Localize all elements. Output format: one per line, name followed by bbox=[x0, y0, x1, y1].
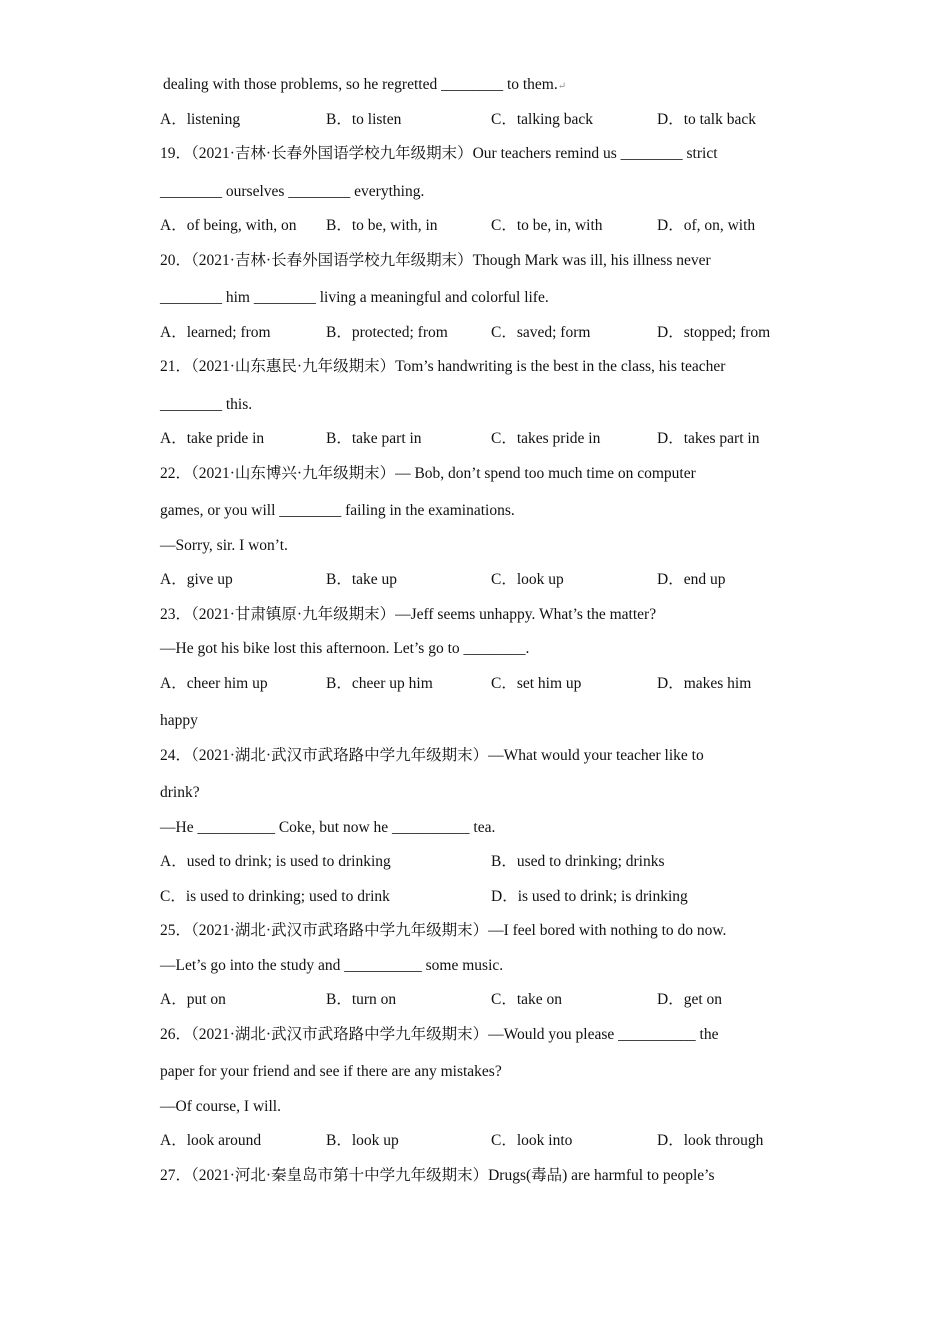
question-24-reply: —He __________ Coke, but now he __________ tea. bbox=[160, 819, 496, 836]
q19-option-c: C．to be, in, with bbox=[491, 217, 603, 234]
question-23-stem: 23．（2021·甘肃镇原·九年级期末）—Jeff seems unhappy. What’s the matter? bbox=[160, 606, 657, 623]
question-25-line: —Let’s go into the study and __________ some music. bbox=[160, 957, 504, 974]
q20-option-d: D．stopped; from bbox=[657, 324, 771, 341]
question-22-line: games, or you will ________ failing in the examinations. bbox=[160, 502, 515, 519]
q23-option-c: C．set him up bbox=[491, 675, 582, 692]
question-23-line: —He got his bike lost this afternoon. Let’s go to ________. bbox=[160, 640, 530, 657]
q25-option-a: A．put on bbox=[160, 991, 226, 1008]
q25-option-c: C．take on bbox=[491, 991, 563, 1008]
q21-option-d: D．takes part in bbox=[657, 430, 760, 447]
q25-option-b: B．turn on bbox=[326, 991, 397, 1008]
q22-option-d: D．end up bbox=[657, 571, 726, 588]
question-22-stem: 22．（2021·山东博兴·九年级期末）— Bob, don’t spend too much time on computer bbox=[160, 465, 696, 482]
q19-option-d: D．of, on, with bbox=[657, 217, 756, 234]
question-20-line: ________ him ________ living a meaningful and colorful life. bbox=[160, 289, 549, 306]
q26-option-c: C．look into bbox=[491, 1132, 573, 1149]
pre-option-d: D．to talk back bbox=[657, 111, 757, 128]
q24-option-a: A．used to drink; is used to drinking bbox=[160, 853, 391, 870]
question-27-stem: 27．（2021·河北·秦皇岛市第十中学九年级期末）Drugs(毒品) are harmful to people’s bbox=[160, 1167, 715, 1184]
q23-option-d: D．makes him bbox=[657, 675, 752, 692]
pre-option-c: C．talking back bbox=[491, 111, 594, 128]
q25-option-d: D．get on bbox=[657, 991, 723, 1008]
question-20-stem: 20．（2021·吉林·长春外国语学校九年级期末）Though Mark was ill, his illness never bbox=[160, 252, 711, 269]
q21-option-c: C．takes pride in bbox=[491, 430, 601, 447]
q23-option-d-wrap: happy bbox=[160, 712, 198, 729]
question-26-reply: —Of course, I will. bbox=[160, 1098, 281, 1115]
question-24-stem: 24．（2021·湖北·武汉市武珞路中学九年级期末）—What would your teacher like to bbox=[160, 747, 704, 764]
q20-option-a: A．learned; from bbox=[160, 324, 271, 341]
q24-option-c: C．is used to drinking; used to drink bbox=[160, 888, 390, 905]
q19-option-a: A．of being, with, on bbox=[160, 217, 297, 234]
question-19-stem: 19．（2021·吉林·长春外国语学校九年级期末）Our teachers remind us ________ strict bbox=[160, 145, 718, 162]
q26-option-d: D．look through bbox=[657, 1132, 764, 1149]
q20-option-b: B．protected; from bbox=[326, 324, 448, 341]
question-26-line: paper for your friend and see if there are any mistakes? bbox=[160, 1063, 502, 1080]
q23-option-a: A．cheer him up bbox=[160, 675, 268, 692]
q22-option-c: C．look up bbox=[491, 571, 564, 588]
question-21-stem: 21．（2021·山东惠民·九年级期末）Tom’s handwriting is the best in the class, his teacher bbox=[160, 358, 726, 375]
q22-option-b: B．take up bbox=[326, 571, 398, 588]
question-24-line: drink? bbox=[160, 784, 200, 801]
q20-option-c: C．saved; form bbox=[491, 324, 591, 341]
q26-option-a: A．look around bbox=[160, 1132, 262, 1149]
question-21-line: ________ this. bbox=[160, 396, 253, 413]
q24-option-d: D．is used to drink; is drinking bbox=[491, 888, 688, 905]
q26-option-b: B．look up bbox=[326, 1132, 399, 1149]
question-25-stem: 25．（2021·湖北·武汉市武珞路中学九年级期末）—I feel bored with nothing to do now. bbox=[160, 922, 727, 939]
pre-option-a: A．listening bbox=[160, 111, 241, 128]
question-26-stem: 26．（2021·湖北·武汉市武珞路中学九年级期末）—Would you please __________ the bbox=[160, 1026, 719, 1043]
q22-option-a: A．give up bbox=[160, 571, 233, 588]
question-22-reply: —Sorry, sir. I won’t. bbox=[160, 537, 288, 554]
q23-option-b: B．cheer up him bbox=[326, 675, 433, 692]
pre-option-b: B．to listen bbox=[326, 111, 402, 128]
pre-question-line: dealing with those problems, so he regretted ________ to them.↵ bbox=[163, 76, 567, 93]
q24-option-b: B．used to drinking; drinks bbox=[491, 853, 665, 870]
q21-option-a: A．take pride in bbox=[160, 430, 265, 447]
q19-option-b: B．to be, with, in bbox=[326, 217, 438, 234]
question-19-line: ________ ourselves ________ everything. bbox=[160, 183, 425, 200]
q21-option-b: B．take part in bbox=[326, 430, 422, 447]
